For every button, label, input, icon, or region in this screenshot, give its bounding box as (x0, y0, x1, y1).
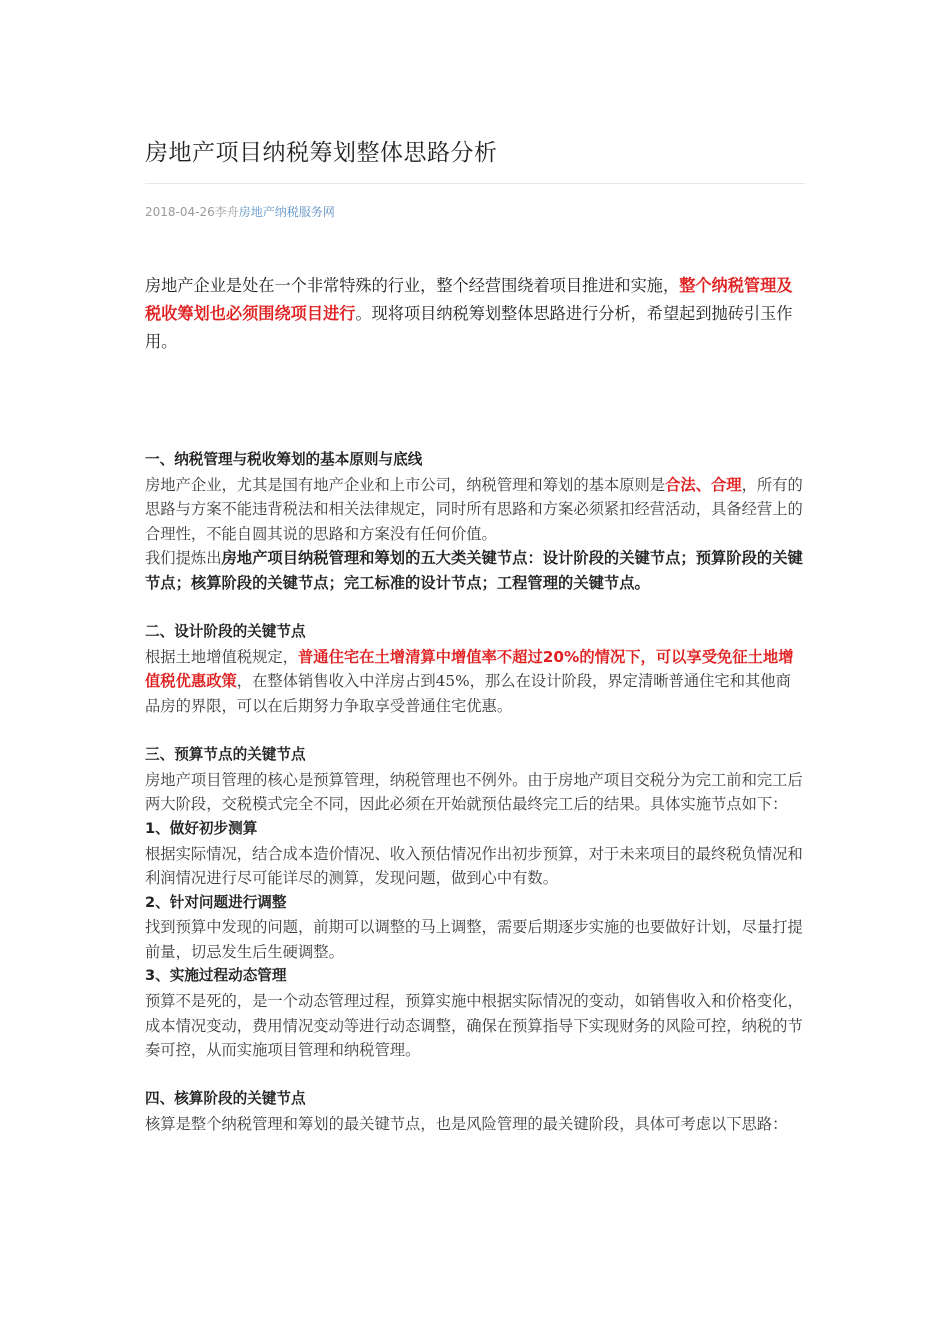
s2-text-2: ，在整体销售收入中洋房占到45%，那么在设计阶段，界定清晰普通住宅和其他商品房的界限，可以在后期努力争取享受普通住宅优惠。 (145, 672, 791, 715)
intro-highlight: 整个纳税管理及税收筹划也必须围绕项目进行 (145, 276, 793, 323)
section-4-paragraph-1: 核算是整个纳税管理和筹划的最关键节点，也是风险管理的最关键阶段，具体可考虑以下思路： (145, 1115, 788, 1134)
subheading-3-2: 2、针对问题进行调整 (145, 893, 287, 911)
section-heading-1: 一、纳税管理与税收筹划的基本原则与底线 (145, 451, 423, 468)
section-1-paragraph-2 (145, 546, 805, 595)
subheading-3-3: 3、实施过程动态管理 (145, 967, 287, 985)
subheading-3-1: 1、做好初步测算 (145, 819, 258, 837)
article-body (145, 448, 805, 1137)
publish-date: 2018-04-26 (145, 205, 215, 219)
s1-text: 房地产企业，尤其是国有地产企业和上市公司，纳税管理和筹划的基本原则是 (145, 475, 666, 494)
section-3-paragraph-4: 预算不是死的，是一个动态管理过程，预算实施中根据实际情况的变动，如销售收入和价格变化，成本情况变动，费用情况变动等进行动态调整，确保在预算指导下实现财务的风险可控，纳税的节奏可控，从而实施项目管理和纳税管理。 (145, 992, 803, 1060)
section-3-paragraph-2: 根据实际情况，结合成本造价情况、收入预估情况作出初步预算，对于未来项目的最终税负情况和利润情况进行尽可能详尽的测算，发现问题，做到心中有数。 (145, 844, 803, 888)
s2-highlight: 普通住宅在土增清算中增值率不超过20%的情况下，可以享受免征土地增值税优惠政策 (145, 647, 794, 691)
section-2-paragraph-1 (145, 645, 805, 719)
spacer (145, 596, 805, 621)
s1-p2-text: 我们提炼出 (145, 549, 222, 568)
spacer (145, 719, 805, 744)
author-name: 李舟 (214, 205, 239, 219)
article-title: 房地产项目纳税筹划整体思路分析 (145, 140, 498, 166)
intro-text-1: 房地产企业是处在一个非常特殊的行业，整个经营围绕着项目推进和实施， (145, 276, 680, 295)
article-meta (145, 203, 335, 220)
intro-text-2: 。现将项目纳税筹划整体思路进行分析，希望起到抛砖引玉作用。 (145, 304, 793, 351)
section-heading-3: 三、预算节点的关键节点 (145, 746, 306, 764)
section-3-paragraph-1: 房地产项目管理的核心是预算管理，纳税管理也不例外。由于房地产项目交税分为完工前和完工后两大阶段，交税模式完全不同，因此必须在开始就预估最终完工后的结果。具体实施节点如下： (145, 770, 803, 814)
section-1-paragraph-1 (145, 473, 805, 547)
spacer (145, 1063, 805, 1088)
s1-p2-bold: 房地产项目纳税管理和筹划的五大类关键节点：设计阶段的关键节点；预算阶段的关键节点；核算阶段的关键节点；完工标准的设计节点；工程管理的关键节点。 (145, 549, 803, 592)
s2-text: 根据土地增值税规定， (145, 647, 298, 666)
title-divider (145, 183, 805, 184)
intro-paragraph (145, 272, 805, 356)
section-3-paragraph-3: 找到预算中发现的问题，前期可以调整的马上调整，需要后期逐步实施的也要做好计划，尽量打提前量，切忌发生后生硬调整。 (145, 918, 803, 961)
source-link[interactable]: 房地产纳税服务网 (238, 205, 335, 219)
section-heading-4: 四、核算阶段的关键节点 (145, 1090, 306, 1108)
s1-highlight: 合法、合理 (665, 475, 742, 494)
s1-text-2: ，所有的思路与方案不能违背税法和相关法律规定，同时所有思路和方案必须紧扣经营活动，具备经营上的合理性，不能自圆其说的思路和方案没有任何价值。 (145, 475, 803, 543)
section-heading-2: 二、设计阶段的关键节点 (145, 623, 306, 641)
